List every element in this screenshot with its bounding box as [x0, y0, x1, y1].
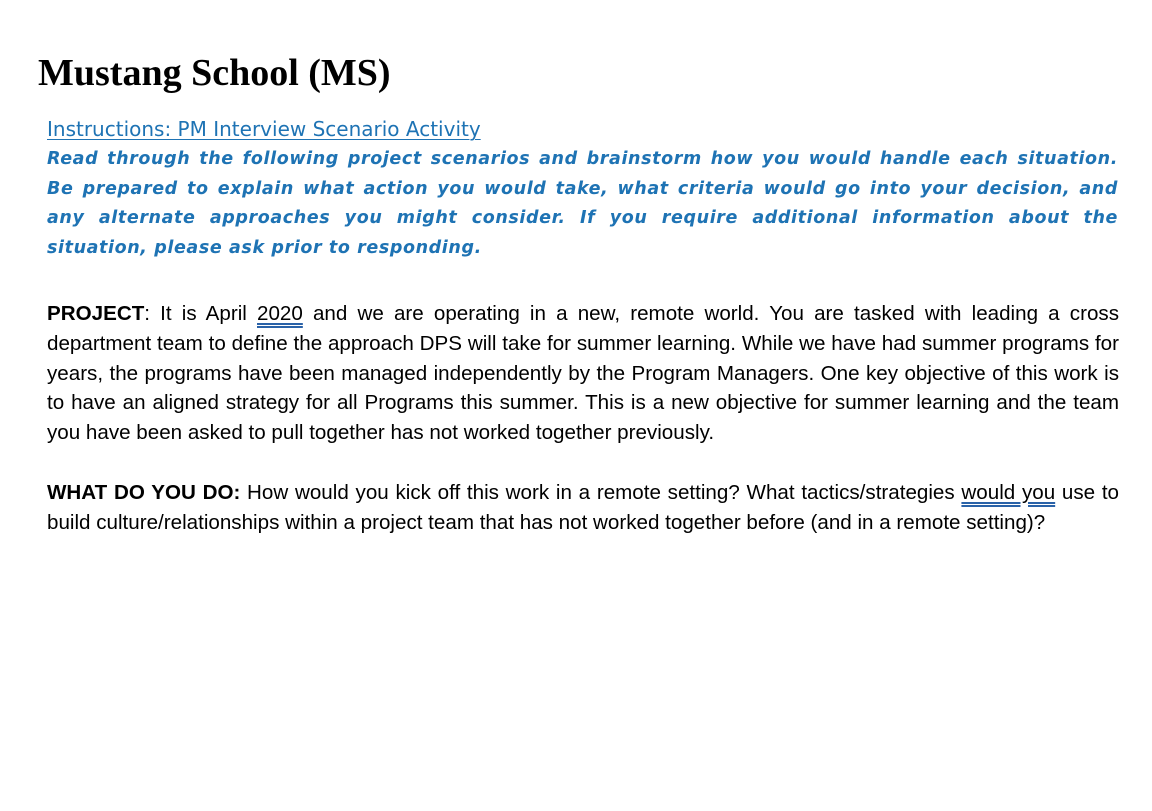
project-paragraph	[47, 299, 1119, 448]
what-do-you-do-underlined: would you	[961, 481, 1056, 504]
instructions-heading: Instructions: PM Interview Scenario Activity	[47, 117, 481, 141]
what-do-you-do-label: WHAT DO YOU DO:	[47, 481, 241, 504]
instructions-body: Read through the following project scenarios and brainstorm how you would handle each situation. Be prepared to explain what action you would take, what criteria would go into your decision, and any alternate approaches you might consider. If you require additional information about the situation, please ask prior to responding.	[47, 149, 1118, 259]
what-do-you-do-paragraph	[47, 478, 1119, 538]
what-do-you-do-text-1: How would you kick off this work in a remote setting? What tactics/strategies	[240, 481, 962, 504]
project-label: PROJECT	[47, 302, 145, 325]
project-year: 2020	[257, 302, 303, 325]
what-do-you-do-text-2: use to build culture/relationships within a project team that has not worked together before (and in a remote setting)?	[47, 481, 1120, 534]
document-title: Mustang School (MS)	[38, 52, 391, 94]
project-text: and we are operating in a new, remote world. You are tasked with leading a cross department team to define the approach DPS will take for summer learning. While we have had summer programs for years, the programs have been managed independently by the Program Managers. One key objective of this work is to have an aligned strategy for all Programs this summer. This is a new objective for summer learning and the team you have been asked to pull together has not worked together previously.	[47, 302, 1119, 445]
project-intro: : It is April	[144, 302, 257, 325]
